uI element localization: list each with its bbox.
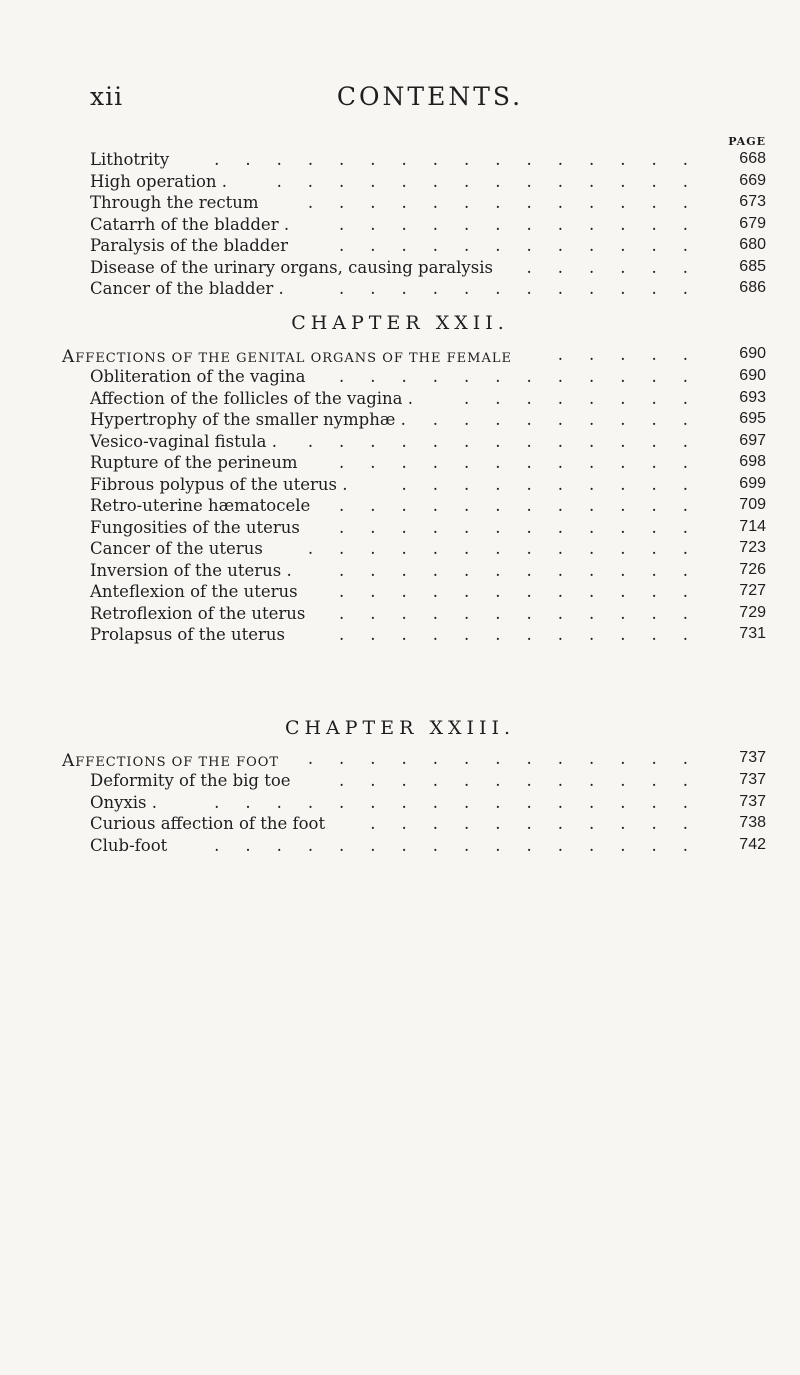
dot-leader: ............ [339,625,714,644]
dot-leader: ............. [307,431,714,451]
toc-entry [90,625,766,647]
entry-title: Fungosities of the uterus [90,517,300,537]
dot-leader: ............. [307,749,714,768]
entry-page-number: 690 [739,345,766,362]
toc-entry [90,172,766,194]
entry-title: Cancer of the uterus [90,539,263,558]
dot-leader: .......... [401,474,714,494]
entry-page-number: 679 [739,214,766,232]
entry-title: Catarrh of the bladder . [90,214,290,234]
dot-leader: ............ [339,453,714,472]
entry-title: Retro-uterine hæmatocele [90,496,311,515]
entry-title: Obliteration of the vagina [90,367,306,386]
entry-page-number: 737 [739,749,766,766]
dot-leader: ............. [307,193,714,212]
entry-title: Onyxis . [90,792,158,812]
entry-title: Anteflexion of the uterus [90,582,298,601]
dot-leader: ............ [339,517,714,537]
entry-page-number: 726 [739,560,766,578]
toc-entry [90,539,766,561]
dot-leader: .............. [276,171,714,191]
toc-entry [90,771,766,793]
entry-title: Disease of the urinary organs, causing paralysis [90,257,493,277]
entry-page-number: 727 [739,582,766,599]
dot-leader: ............ [339,279,714,298]
toc-entry [90,496,766,518]
entry-title: AFFECTIONS OF THE GENITAL ORGANS OF THE FEMALE [62,347,512,367]
entry-page-number: 699 [739,474,766,492]
toc-entry [90,258,766,280]
entry-title: Vesico-vaginal fistula . [90,431,277,451]
entry-page-number: 690 [739,367,766,384]
page-folio: xii [90,82,124,111]
entry-title: Through the rectum [90,193,259,212]
chapter-heading: CHAPTER XXII. [291,312,509,334]
entry-title: Club-foot [90,835,168,855]
page-title: CONTENTS. [336,82,524,111]
dot-leader: ............ [339,771,714,790]
entry-page-number: 737 [739,771,766,788]
entry-title: High operation . [90,171,228,191]
dot-leader: ................ [214,792,714,812]
dot-leader: ..... [557,345,714,364]
entry-title: Curious affection of the foot [90,814,326,833]
entry-page-number: 709 [739,496,766,513]
running-head [90,82,770,112]
entry-title: Lithotrity [90,150,170,169]
dot-leader: ................ [214,150,714,169]
entry-title: Retroflexion of the uterus [90,603,306,623]
toc-entry [90,367,766,389]
toc-entry [90,432,766,454]
toc-entry [90,814,766,836]
toc-entry [90,475,766,497]
entry-title: Inversion of the uterus . [90,560,292,580]
entry-page-number: 668 [739,150,766,167]
dot-leader: ............. [307,539,714,558]
dot-leader: ............ [339,603,714,623]
dot-leader: ............ [339,214,714,234]
toc-entry [90,582,766,604]
entry-page-number: 680 [739,236,766,253]
entry-page-number: 669 [739,171,766,189]
dot-leader: ............ [339,236,714,255]
dot-leader: ........ [464,388,714,408]
entry-page-number: 673 [739,193,766,210]
toc-section-entry [62,749,766,771]
entry-page-number: 723 [739,539,766,556]
entry-title: Fibrous polypus of the uterus . [90,474,348,494]
entry-page-number: 693 [739,388,766,406]
entry-title: Deformity of the big toe [90,771,291,790]
toc-entry [90,279,766,301]
dot-leader: ............ [339,367,714,386]
dot-leader: ............ [339,496,714,515]
entry-page-number: 686 [739,279,766,296]
page-column-label: PAGE [728,135,766,148]
entry-page-number: 714 [739,517,766,535]
toc-entry [90,453,766,475]
toc-entry [90,410,766,432]
entry-page-number: 731 [739,625,766,642]
toc-entry [90,518,766,540]
toc-entry [90,604,766,626]
entry-title: Affection of the follicles of the vagina . [90,388,413,408]
toc-entry [90,193,766,215]
dot-leader: ................ [214,835,714,855]
dot-leader: ............ [339,560,714,580]
dot-leader: ......... [432,410,714,429]
entry-page-number: 685 [739,257,766,275]
toc-entry [90,561,766,583]
entry-title: Rupture of the perineum [90,453,298,472]
entry-page-number: 695 [739,410,766,427]
toc-entry [90,836,766,858]
entry-title: Cancer of the bladder . [90,279,284,298]
entry-page-number: 697 [739,431,766,449]
toc-entry [90,236,766,258]
entry-page-number: 737 [739,792,766,810]
dot-leader: ...... [526,257,714,277]
entry-page-number: 742 [739,835,766,853]
chapter-heading: CHAPTER XXIII. [284,717,516,739]
entry-title: Hypertrophy of the smaller nymphæ . [90,410,406,429]
entry-page-number: 729 [739,603,766,621]
toc-entry [90,793,766,815]
entry-title: Prolapsus of the uterus [90,625,285,644]
entry-page-number: 738 [739,814,766,831]
entry-title: AFFECTIONS OF THE FOOT [62,751,280,771]
toc-entry [90,150,766,172]
toc-section-entry [62,345,766,367]
dot-leader: ............ [339,582,714,601]
entry-page-number: 698 [739,453,766,470]
toc-entry [90,389,766,411]
dot-leader: ........... [370,814,714,833]
toc-entry [90,215,766,237]
entry-title: Paralysis of the bladder [90,236,288,255]
